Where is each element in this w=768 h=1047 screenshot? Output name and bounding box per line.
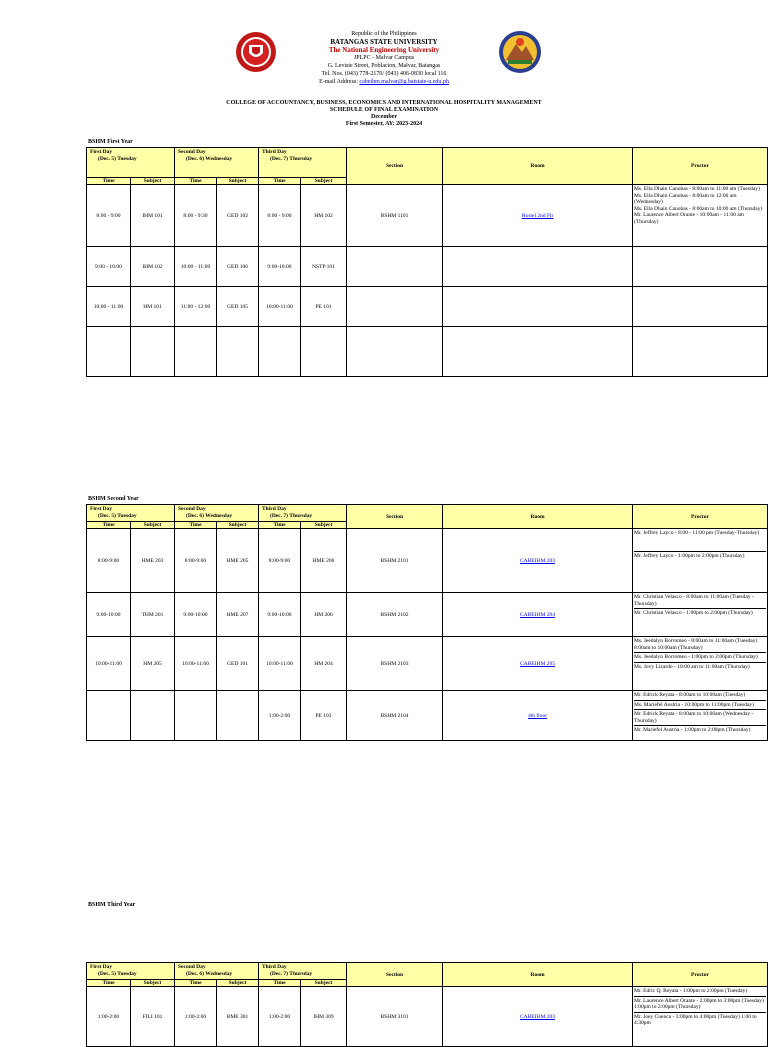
time-cell: 8:00-9:00: [175, 529, 217, 593]
subject-cell: BME 301: [217, 987, 259, 1047]
subject-header: Subject: [131, 178, 175, 185]
day-1-header-date: (Dec. 5) Tuesday: [98, 513, 137, 519]
table-row: [87, 185, 768, 247]
proctor-cell: [633, 593, 768, 637]
room-cell: [443, 691, 633, 741]
subject-cell: HM 206: [301, 593, 347, 637]
room-link[interactable]: CABEIHM 203: [520, 557, 555, 564]
time-cell: 9:00-10:00: [87, 593, 131, 637]
room-header: Room: [443, 148, 633, 185]
day-2-header: [175, 148, 259, 178]
university-header: [0, 30, 768, 86]
time-cell: [87, 691, 131, 741]
university-name: BATANGAS STATE UNIVERSITY: [330, 38, 438, 46]
time-header: Time: [87, 980, 131, 987]
time-cell: 9:00-10:00: [259, 247, 301, 287]
time-cell: 10:00-11:00: [87, 637, 131, 691]
second-year-table: [86, 504, 768, 741]
day-3-header-date: (Dec. 7) Thursday: [270, 156, 313, 162]
day-3-header-date: (Dec. 7) Thursday: [270, 513, 313, 519]
subject-cell: IHM 309: [301, 987, 347, 1047]
first-year-label: BSHM First Year: [88, 139, 133, 145]
subject-cell: IHM 102: [131, 247, 175, 287]
time-header: Time: [259, 522, 301, 529]
day-2-header-date: (Dec. 6) Wednesday: [186, 971, 233, 977]
subject-cell: THM 201: [131, 593, 175, 637]
day-3-header-label: Third Day: [262, 964, 287, 970]
time-cell: 1:00-2:00: [259, 987, 301, 1047]
time-cell: 8:00-9:00: [259, 529, 301, 593]
subject-cell: HME 206: [301, 529, 347, 593]
day-2-header-date: (Dec. 6) Wednesday: [186, 156, 233, 162]
proctor-entry: Mr. Edrick Reyata - 8:00am to 10:00am (Tuesday): [634, 692, 746, 698]
time-header: Time: [175, 178, 217, 185]
time-cell: 10:00-11:00: [259, 287, 301, 327]
room-cell: [443, 987, 633, 1047]
table-row: [87, 637, 768, 691]
university-tagline: The National Engineering University: [328, 46, 440, 54]
time-cell: 10:00 - 11:00: [175, 247, 217, 287]
table-row: [87, 529, 768, 593]
time-cell: 10:00-11:00: [175, 637, 217, 691]
proctor-entry: Ms. Mariefel Austria - 10:00pm to 11:00pm (Tuesday): [634, 700, 766, 709]
subject-cell: FILI 101: [131, 987, 175, 1047]
time-cell: 9:00-10:00: [175, 593, 217, 637]
time-cell: 1:00-2:00: [175, 987, 217, 1047]
day-2-header: [175, 505, 259, 522]
day-1-header-label: First Day: [90, 149, 113, 155]
section-cell: [347, 287, 443, 327]
room-cell: [443, 637, 633, 691]
month-title: December: [371, 114, 397, 120]
time-cell: 8:00 - 9:00: [259, 185, 301, 247]
tel-line: Tel. Nos. (043) 778-2170/ (043) 406-0830 local 116: [321, 71, 447, 77]
subject-cell: GED 102: [217, 185, 259, 247]
time-cell: [175, 691, 217, 741]
table-row: [87, 987, 768, 1047]
day-3-header-date: (Dec. 7) Thursday: [270, 971, 313, 977]
section-cell: BSHM 2104: [347, 691, 443, 741]
room-header: Room: [443, 505, 633, 529]
room-link[interactable]: CABEIHM 203: [520, 1013, 555, 1020]
proctor-entry: Mr. Laurence Albert Orante - 10:00am - 11:00 am (Thursday): [634, 212, 744, 225]
section-cell: BSHM 2103: [347, 637, 443, 691]
proctor-cell: [633, 185, 768, 247]
subject-cell: PE 101: [301, 287, 347, 327]
time-cell: [175, 327, 217, 377]
room-cell: [443, 327, 633, 377]
subject-header: Subject: [301, 178, 347, 185]
time-header: Time: [87, 522, 131, 529]
proctor-entry: Ms. Ella Dhain Canobas - 8:00am to 11:00 am (Tuesday): [634, 186, 760, 192]
day-1-header: [87, 148, 175, 178]
table-row: [87, 593, 768, 637]
proctor-cell: [633, 987, 768, 1047]
day-2-header: [175, 963, 259, 980]
table-row: [87, 327, 768, 377]
time-header: Time: [175, 980, 217, 987]
email-link[interactable]: cabeihm.malvar@g.batstate-u.edu.ph: [359, 79, 449, 85]
day-3-header: [259, 505, 347, 522]
section-header: Section: [347, 148, 443, 185]
day-1-header-label: First Day: [90, 506, 113, 512]
time-header: Time: [259, 980, 301, 987]
subject-cell: GED 106: [217, 247, 259, 287]
time-cell: 8:00-9:00: [87, 529, 131, 593]
day-1-header: [87, 963, 175, 980]
day-1-header: [87, 505, 175, 522]
section-cell: [347, 327, 443, 377]
day-1-header-date: (Dec. 5) Tuesday: [98, 156, 137, 162]
proctor-header: Proctor: [633, 505, 768, 529]
campus-line: JPLPC - Malvar Campus: [353, 55, 415, 61]
subject-cell: IHM 101: [131, 185, 175, 247]
table-row: [87, 247, 768, 287]
subject-header: Subject: [301, 522, 347, 529]
subject-header: Subject: [217, 178, 259, 185]
proctor-entry: Ms. Ella Dhain Canobas - 8:00am to 12:00 am (Wednesday): [634, 192, 737, 205]
subject-cell: HM 204: [301, 637, 347, 691]
day-2-header-label: Second Day: [178, 506, 206, 512]
time-cell: 8:00 - 9:00: [87, 185, 131, 247]
proctor-entry: Mr. Christian Velasco - 1:00pm to 2:00pm (Thursday): [634, 608, 766, 617]
time-cell: 10:00 - 11:00: [87, 287, 131, 327]
republic-line: Republic of the Philippines: [351, 31, 417, 37]
time-cell: 1:00-2:00: [259, 691, 301, 741]
proctor-entry: Ms. Jovy Lizardo - 10:00 am to 11:00am (Thursday): [634, 662, 766, 671]
proctor-cell: [633, 327, 768, 377]
room-cell: [443, 529, 633, 593]
time-cell: 9:00 - 10:00: [87, 247, 131, 287]
table-row: [87, 691, 768, 741]
day-2-header-date: (Dec. 6) Wednesday: [186, 513, 233, 519]
room-cell: [443, 287, 633, 327]
proctor-cell: [633, 529, 768, 593]
subject-cell: PE 103: [301, 691, 347, 741]
subject-cell: [131, 327, 175, 377]
proctor-entry: Mr. Jeffrey Layco - 1:00pm to 2:00pm (Thursday): [634, 551, 766, 560]
proctor-entry: Mr. Christian Velasco - 8:00am to 11:00am (Tuesday - Thursday): [634, 594, 754, 607]
room-cell: [443, 247, 633, 287]
proctor-entry: Mr. Jeffrey Layco - 8:00 - 11:00 pm (Tuesday-Thursday): [634, 530, 760, 536]
room-link[interactable]: 4th floor: [527, 712, 548, 719]
address-line: G. Leviste Street, Poblacion, Malvar, Batangas: [327, 63, 441, 69]
proctor-entry: Mr. Joey Cuenca - 3:00pm to 4:00pm (Tuesday) 1:00 to 4:30pm: [634, 1012, 766, 1027]
subject-cell: [217, 691, 259, 741]
subject-cell: GED 105: [217, 287, 259, 327]
subject-header: Subject: [217, 980, 259, 987]
day-3-header-label: Third Day: [262, 149, 287, 155]
time-cell: 8:00 - 9:30: [175, 185, 217, 247]
time-header: Time: [259, 178, 301, 185]
room-link[interactable]: CABEIHM 205: [520, 660, 555, 667]
subject-header: Subject: [131, 980, 175, 987]
email-line: [0, 78, 768, 86]
time-cell: [87, 327, 131, 377]
day-1-header-date: (Dec. 5) Tuesday: [98, 971, 137, 977]
subject-cell: HME 207: [217, 593, 259, 637]
proctor-entry: Ms. Jeedalyn Borromeo - 1:00pm to 2:00pm (Thursday): [634, 652, 766, 661]
day-2-header-label: Second Day: [178, 149, 206, 155]
third-year-label: BSHM Third Year: [88, 902, 136, 908]
schedule-title: SCHEDULE OF FINAL EXAMINATION: [329, 107, 439, 113]
room-link[interactable]: Hostel 2nd Flr: [521, 212, 554, 219]
subject-header: Subject: [131, 522, 175, 529]
subject-cell: HM 101: [131, 287, 175, 327]
proctor-entry: Mr. Mariefel Austria - 1:00pm to 2:00pm (Thursday): [634, 725, 766, 734]
day-3-header: [259, 148, 347, 178]
proctor-entry: Ms. Ella Dhain Canobas - 8:00am to 10:00 am (Thursday): [634, 205, 763, 212]
time-cell: 9:00-10:00: [259, 593, 301, 637]
proctor-entry: Ms. Jeedalyn Borromeo - 8:00am to 11:00am (Tuesday) 8:00am to 10:00am (Thursday): [634, 638, 758, 651]
subject-cell: [301, 327, 347, 377]
time-cell: 1:00-2:00: [87, 987, 131, 1047]
section-header: Section: [347, 505, 443, 529]
section-cell: [347, 247, 443, 287]
room-header: Room: [443, 963, 633, 987]
day-2-header-label: Second Day: [178, 964, 206, 970]
section-cell: BSHM 1101: [347, 185, 443, 247]
proctor-entry: Mr. Edric Q. Reyata - 1:00pm to 2:00pm (Tuesday): [634, 988, 748, 994]
subject-cell: HME 205: [217, 529, 259, 593]
subject-cell: HM 205: [131, 637, 175, 691]
time-cell: [259, 327, 301, 377]
section-cell: BSHM 2101: [347, 529, 443, 593]
section-cell: BSHM 3101: [347, 987, 443, 1047]
second-year-label: BSHM Second Year: [88, 496, 139, 502]
day-1-header-label: First Day: [90, 964, 113, 970]
subject-cell: HM 102: [301, 185, 347, 247]
subject-cell: [217, 327, 259, 377]
third-year-table: [86, 962, 768, 1047]
proctor-cell: [633, 247, 768, 287]
table-row: [87, 287, 768, 327]
proctor-entry: Mr. Edrick Reyata - 8:00am to 10:00am (Wednesday - Thursday): [634, 709, 766, 724]
proctor-cell: [633, 287, 768, 327]
section-cell: BSHM 2102: [347, 593, 443, 637]
room-cell: [443, 185, 633, 247]
proctor-header: Proctor: [633, 148, 768, 185]
time-cell: 11:00 - 12:00: [175, 287, 217, 327]
room-link[interactable]: CABEIHM 204: [520, 611, 555, 618]
proctor-entry: Mr. Laurence Albert Orante - 2:00pm to 3:00pm (Tuesday) 1:00pm to 2:00pm (Thursday): [634, 996, 766, 1011]
first-year-table: [86, 147, 768, 377]
subject-cell: [131, 691, 175, 741]
email-label: E-mail Address:: [319, 79, 360, 85]
time-cell: 10:00-11:00: [259, 637, 301, 691]
time-header: Time: [175, 522, 217, 529]
day-3-header: [259, 963, 347, 980]
time-header: Time: [87, 178, 131, 185]
section-header: Section: [347, 963, 443, 987]
room-cell: [443, 593, 633, 637]
proctor-cell: [633, 691, 768, 741]
subject-header: Subject: [217, 522, 259, 529]
proctor-header: Proctor: [633, 963, 768, 987]
subject-cell: HME 203: [131, 529, 175, 593]
day-3-header-label: Third Day: [262, 506, 287, 512]
proctor-cell: [633, 637, 768, 691]
subject-header: Subject: [301, 980, 347, 987]
semester-title: First Semester, AY: 2023-2024: [345, 121, 423, 127]
college-title: COLLEGE OF ACCOUNTANCY, BUSINESS, ECONOMICS AND INTERNATIONAL HOSPITALITY MANAGEMENT: [226, 100, 542, 106]
subject-cell: NSTP 101: [301, 247, 347, 287]
subject-cell: GED 101: [217, 637, 259, 691]
